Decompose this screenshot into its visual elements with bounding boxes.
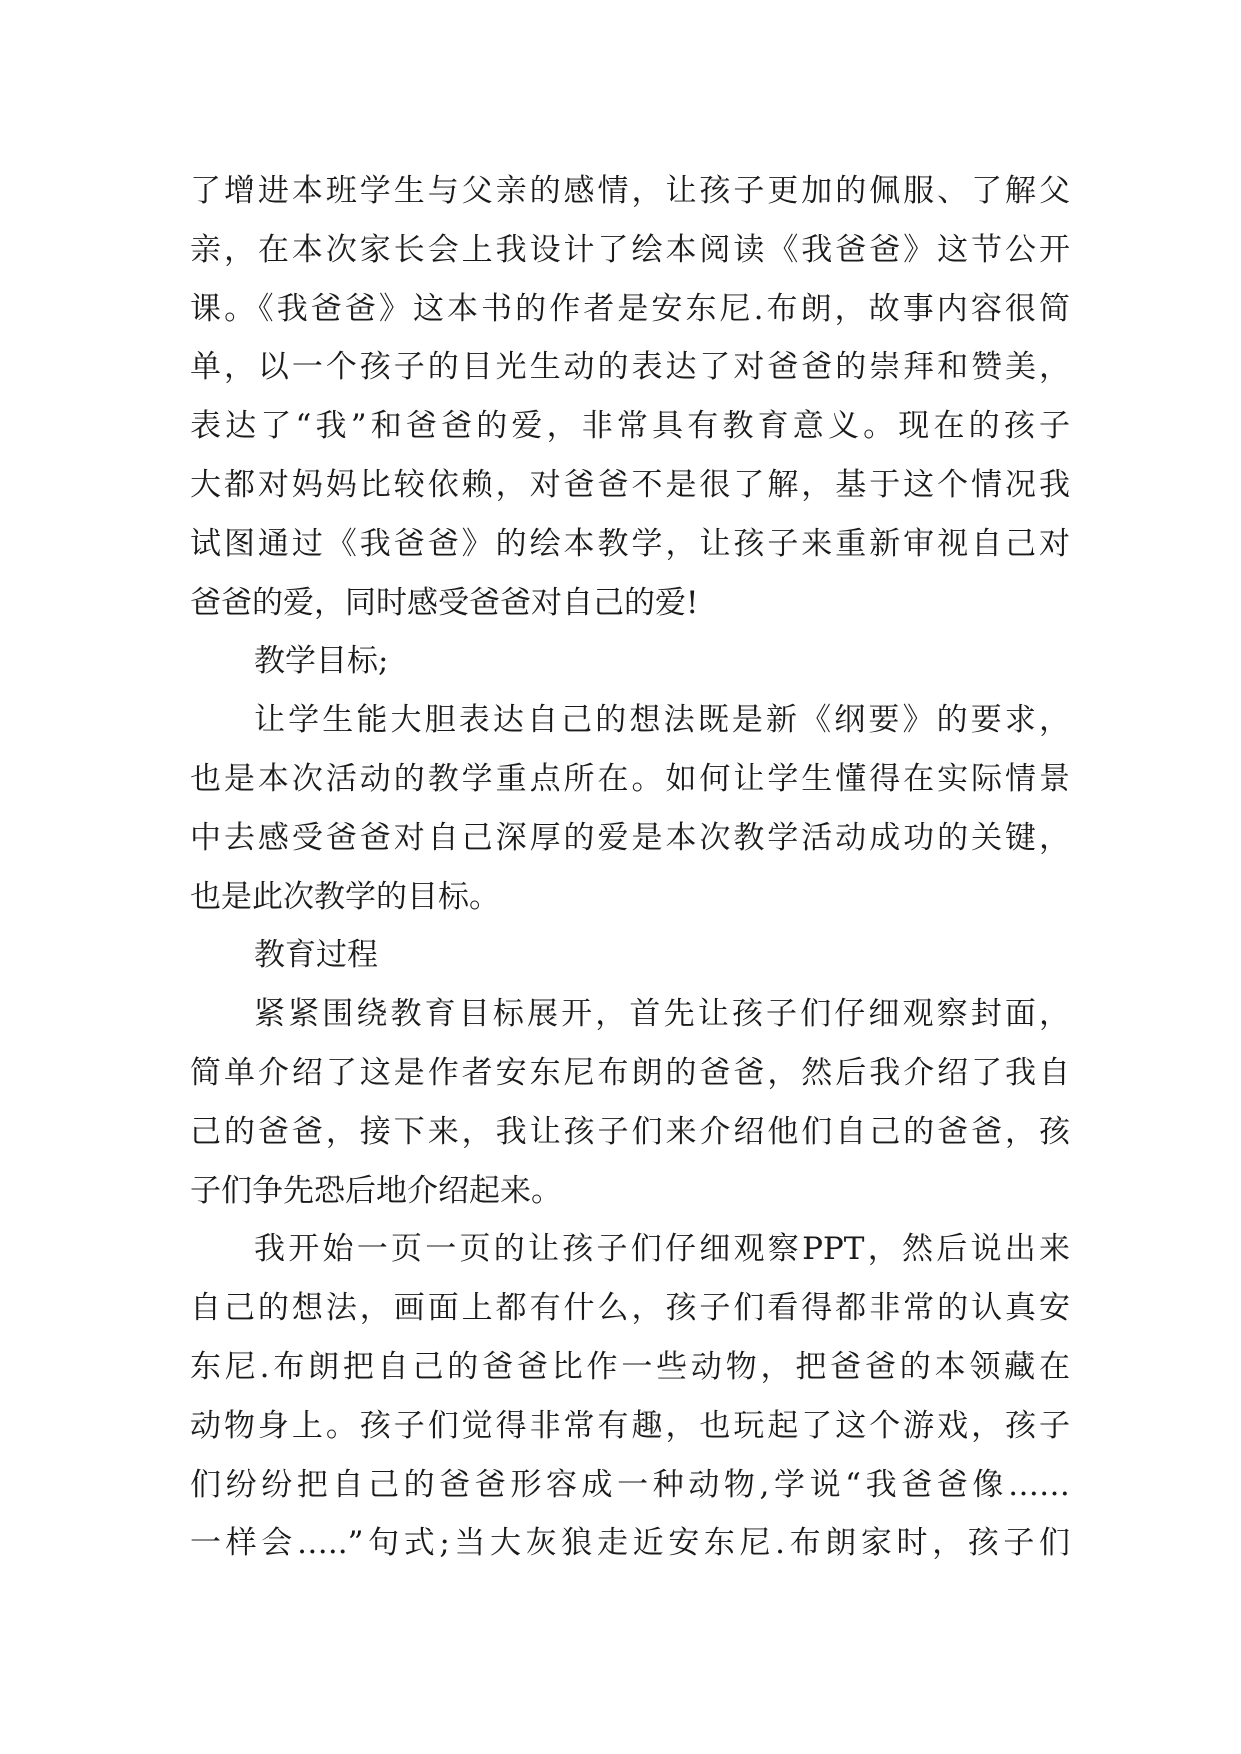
paragraph-line: 简单介绍了这是作者安东尼布朗的爸爸，然后我介绍了我自 [190,1054,1070,1091]
paragraph-line: 我开始一页一页的让孩子们仔细观察PPT，然后说出来 [254,1231,1070,1268]
paragraph-line: 一样会…..”句式;当大灰狼走近安东尼.布朗家时，孩子们 [190,1525,1070,1562]
paragraph-line: 表达了“我”和爸爸的爱，非常具有教育意义。现在的孩子 [190,408,1070,445]
paragraph-line: 紧紧围绕教育目标展开，首先让孩子们仔细观察封面， [254,996,1070,1033]
document-body [190,162,1070,1573]
paragraph-line: 中去感受爸爸对自己深厚的爱是本次教学活动成功的关键， [190,819,1070,856]
paragraph-line: 单，以一个孩子的目光生动的表达了对爸爸的崇拜和赞美， [190,349,1070,386]
paragraph-line: 们纷纷把自己的爸爸形容成一种动物,学说“我爸爸像…… [190,1466,1070,1503]
paragraph-line: 亲，在本次家长会上我设计了绘本阅读《我爸爸》这节公开 [190,231,1070,268]
paragraph-line: 动物身上。孩子们觉得非常有趣，也玩起了这个游戏，孩子 [190,1407,1070,1444]
paragraph-line: 也是此次教学的目标。 [190,878,500,915]
paragraph-line: 试图通过《我爸爸》的绘本教学，让孩子来重新审视自己对 [190,525,1070,562]
paragraph-line: 子们争先恐后地介绍起来。 [190,1172,562,1209]
paragraph-line: 了增进本班学生与父亲的感情，让孩子更加的佩服、了解父 [190,173,1070,209]
paragraph-line: 课。《我爸爸》这本书的作者是安东尼.布朗，故事内容很简 [190,290,1070,327]
paragraph-line: 让学生能大胆表达自己的想法既是新《纲要》的要求， [254,702,1070,739]
section-heading-process: 教育过程 [254,937,378,974]
paragraph-line: 东尼.布朗把自己的爸爸比作一些动物，把爸爸的本领藏在 [190,1348,1070,1385]
paragraph-line: 爸爸的爱，同时感受爸爸对自己的爱! [190,584,699,621]
paragraph-line: 也是本次活动的教学重点所在。如何让学生懂得在实际情景 [190,760,1070,797]
paragraph-line: 自己的想法，画面上都有什么，孩子们看得都非常的认真安 [190,1290,1070,1327]
paragraph-line: 大都对妈妈比较依赖，对爸爸不是很了解，基于这个情况我 [190,466,1070,503]
section-heading-teaching-goals: 教学目标; [254,643,389,680]
paragraph-line: 己的爸爸，接下来，我让孩子们来介绍他们自己的爸爸，孩 [190,1113,1070,1150]
